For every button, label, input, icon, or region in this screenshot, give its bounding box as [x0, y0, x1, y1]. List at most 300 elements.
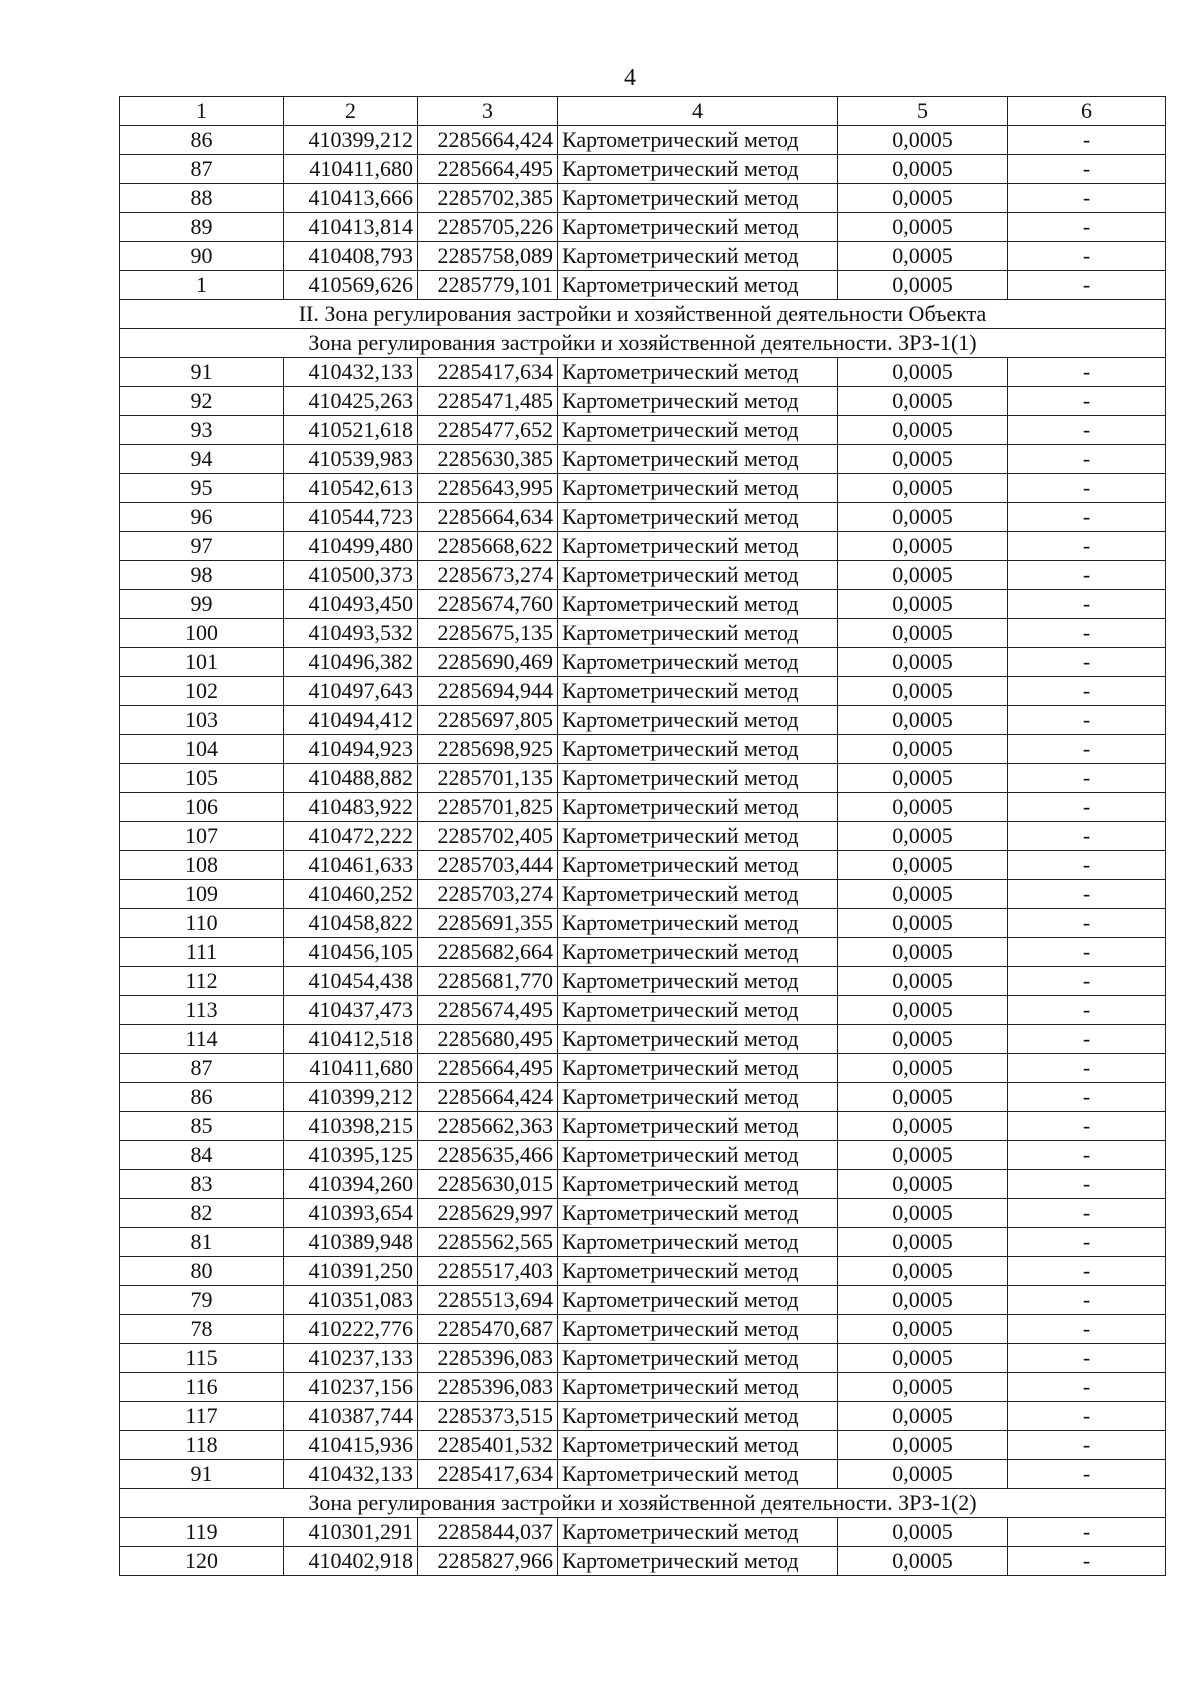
table-row [120, 1228, 1166, 1257]
coord-y-cell: 2285662,363 [418, 1112, 558, 1141]
method-cell: Картометрический метод [558, 184, 838, 213]
header-col-5: 5 [838, 97, 1008, 126]
point-number-cell: 82 [120, 1199, 284, 1228]
table-row [120, 1315, 1166, 1344]
method-cell: Картометрический метод [558, 213, 838, 242]
method-cell: Картометрический метод [558, 706, 838, 735]
precision-cell: 0,0005 [838, 474, 1008, 503]
method-cell: Картометрический метод [558, 1344, 838, 1373]
point-number-cell: 104 [120, 735, 284, 764]
coord-x-cell: 410387,744 [284, 1402, 418, 1431]
table-row [120, 706, 1166, 735]
point-number-cell: 115 [120, 1344, 284, 1373]
table-row [120, 648, 1166, 677]
coord-y-cell: 2285682,664 [418, 938, 558, 967]
method-cell: Картометрический метод [558, 1025, 838, 1054]
point-number-cell: 1 [120, 271, 284, 300]
note-cell: - [1008, 387, 1166, 416]
coord-y-cell: 2285664,495 [418, 155, 558, 184]
table-row [120, 851, 1166, 880]
coord-x-cell: 410413,814 [284, 213, 418, 242]
header-col-6: 6 [1008, 97, 1166, 126]
coord-x-cell: 410496,382 [284, 648, 418, 677]
table-row [120, 1054, 1166, 1083]
point-number-cell: 116 [120, 1373, 284, 1402]
table-row [120, 1025, 1166, 1054]
coord-x-cell: 410432,133 [284, 358, 418, 387]
coord-x-cell: 410412,518 [284, 1025, 418, 1054]
table-row [120, 1286, 1166, 1315]
table-row [120, 764, 1166, 793]
point-number-cell: 87 [120, 1054, 284, 1083]
precision-cell: 0,0005 [838, 271, 1008, 300]
table-row [120, 532, 1166, 561]
coord-y-cell: 2285470,687 [418, 1315, 558, 1344]
method-cell: Картометрический метод [558, 735, 838, 764]
precision-cell: 0,0005 [838, 1286, 1008, 1315]
coord-x-cell: 410395,125 [284, 1141, 418, 1170]
point-number-cell: 98 [120, 561, 284, 590]
method-cell: Картометрический метод [558, 242, 838, 271]
coord-x-cell: 410494,923 [284, 735, 418, 764]
table-row [120, 735, 1166, 764]
section-header-row [120, 1489, 1166, 1518]
precision-cell: 0,0005 [838, 445, 1008, 474]
table-row [120, 1257, 1166, 1286]
point-number-cell: 90 [120, 242, 284, 271]
point-number-cell: 95 [120, 474, 284, 503]
coord-x-cell: 410425,263 [284, 387, 418, 416]
method-cell: Картометрический метод [558, 1199, 838, 1228]
coordinates-table [119, 96, 1166, 1576]
coord-x-cell: 410437,473 [284, 996, 418, 1025]
method-cell: Картометрический метод [558, 1170, 838, 1199]
coord-x-cell: 410301,291 [284, 1518, 418, 1547]
note-cell: - [1008, 851, 1166, 880]
point-number-cell: 108 [120, 851, 284, 880]
precision-cell: 0,0005 [838, 155, 1008, 184]
table-row [120, 677, 1166, 706]
note-cell: - [1008, 619, 1166, 648]
coord-y-cell: 2285635,466 [418, 1141, 558, 1170]
note-cell: - [1008, 1170, 1166, 1199]
precision-cell: 0,0005 [838, 1315, 1008, 1344]
coord-y-cell: 2285513,694 [418, 1286, 558, 1315]
note-cell: - [1008, 764, 1166, 793]
method-cell: Картометрический метод [558, 1547, 838, 1576]
precision-cell: 0,0005 [838, 1373, 1008, 1402]
point-number-cell: 110 [120, 909, 284, 938]
coord-x-cell: 410460,252 [284, 880, 418, 909]
point-number-cell: 107 [120, 822, 284, 851]
precision-cell: 0,0005 [838, 677, 1008, 706]
method-cell: Картометрический метод [558, 1315, 838, 1344]
note-cell: - [1008, 416, 1166, 445]
point-number-cell: 80 [120, 1257, 284, 1286]
coord-x-cell: 410493,532 [284, 619, 418, 648]
note-cell: - [1008, 822, 1166, 851]
table-row [120, 938, 1166, 967]
table-row [120, 1547, 1166, 1576]
coord-x-cell: 410222,776 [284, 1315, 418, 1344]
precision-cell: 0,0005 [838, 764, 1008, 793]
point-number-cell: 83 [120, 1170, 284, 1199]
note-cell: - [1008, 880, 1166, 909]
precision-cell: 0,0005 [838, 619, 1008, 648]
note-cell: - [1008, 938, 1166, 967]
precision-cell: 0,0005 [838, 1054, 1008, 1083]
note-cell: - [1008, 1315, 1166, 1344]
point-number-cell: 106 [120, 793, 284, 822]
method-cell: Картометрический метод [558, 648, 838, 677]
note-cell: - [1008, 271, 1166, 300]
coord-x-cell: 410408,793 [284, 242, 418, 271]
coord-y-cell: 2285758,089 [418, 242, 558, 271]
note-cell: - [1008, 967, 1166, 996]
coord-y-cell: 2285701,135 [418, 764, 558, 793]
coord-x-cell: 410497,643 [284, 677, 418, 706]
method-cell: Картометрический метод [558, 764, 838, 793]
point-number-cell: 81 [120, 1228, 284, 1257]
method-cell: Картометрический метод [558, 1286, 838, 1315]
method-cell: Картометрический метод [558, 1373, 838, 1402]
precision-cell: 0,0005 [838, 1547, 1008, 1576]
coord-x-cell: 410493,450 [284, 590, 418, 619]
precision-cell: 0,0005 [838, 532, 1008, 561]
method-cell: Картометрический метод [558, 445, 838, 474]
coord-y-cell: 2285690,469 [418, 648, 558, 677]
precision-cell: 0,0005 [838, 1518, 1008, 1547]
table-row [120, 271, 1166, 300]
method-cell: Картометрический метод [558, 1083, 838, 1112]
precision-cell: 0,0005 [838, 1112, 1008, 1141]
coord-y-cell: 2285675,135 [418, 619, 558, 648]
method-cell: Картометрический метод [558, 1518, 838, 1547]
table-row [120, 1112, 1166, 1141]
table-row [120, 1431, 1166, 1460]
note-cell: - [1008, 1547, 1166, 1576]
point-number-cell: 117 [120, 1402, 284, 1431]
precision-cell: 0,0005 [838, 126, 1008, 155]
note-cell: - [1008, 648, 1166, 677]
coord-y-cell: 2285471,485 [418, 387, 558, 416]
coord-y-cell: 2285396,083 [418, 1344, 558, 1373]
coord-x-cell: 410542,613 [284, 474, 418, 503]
method-cell: Картометрический метод [558, 387, 838, 416]
method-cell: Картометрический метод [558, 1257, 838, 1286]
coord-y-cell: 2285562,565 [418, 1228, 558, 1257]
coord-y-cell: 2285664,634 [418, 503, 558, 532]
point-number-cell: 92 [120, 387, 284, 416]
precision-cell: 0,0005 [838, 1257, 1008, 1286]
method-cell: Картометрический метод [558, 822, 838, 851]
note-cell: - [1008, 1199, 1166, 1228]
coord-y-cell: 2285629,997 [418, 1199, 558, 1228]
table-row [120, 561, 1166, 590]
coord-y-cell: 2285401,532 [418, 1431, 558, 1460]
precision-cell: 0,0005 [838, 880, 1008, 909]
note-cell: - [1008, 996, 1166, 1025]
table-row [120, 1199, 1166, 1228]
precision-cell: 0,0005 [838, 706, 1008, 735]
note-cell: - [1008, 1402, 1166, 1431]
coord-y-cell: 2285779,101 [418, 271, 558, 300]
precision-cell: 0,0005 [838, 822, 1008, 851]
note-cell: - [1008, 1286, 1166, 1315]
precision-cell: 0,0005 [838, 416, 1008, 445]
page-number: 4 [624, 65, 636, 91]
coord-x-cell: 410544,723 [284, 503, 418, 532]
precision-cell: 0,0005 [838, 648, 1008, 677]
coord-y-cell: 2285680,495 [418, 1025, 558, 1054]
method-cell: Картометрический метод [558, 561, 838, 590]
coord-x-cell: 410499,480 [284, 532, 418, 561]
note-cell: - [1008, 1431, 1166, 1460]
point-number-cell: 79 [120, 1286, 284, 1315]
point-number-cell: 119 [120, 1518, 284, 1547]
coord-x-cell: 410237,133 [284, 1344, 418, 1373]
note-cell: - [1008, 590, 1166, 619]
point-number-cell: 89 [120, 213, 284, 242]
note-cell: - [1008, 242, 1166, 271]
method-cell: Картометрический метод [558, 1141, 838, 1170]
point-number-cell: 118 [120, 1431, 284, 1460]
point-number-cell: 84 [120, 1141, 284, 1170]
table-row [120, 822, 1166, 851]
coord-y-cell: 2285668,622 [418, 532, 558, 561]
coord-x-cell: 410402,918 [284, 1547, 418, 1576]
note-cell: - [1008, 1112, 1166, 1141]
coord-x-cell: 410521,618 [284, 416, 418, 445]
note-cell: - [1008, 561, 1166, 590]
precision-cell: 0,0005 [838, 184, 1008, 213]
method-cell: Картометрический метод [558, 1431, 838, 1460]
method-cell: Картометрический метод [558, 416, 838, 445]
note-cell: - [1008, 1460, 1166, 1489]
note-cell: - [1008, 909, 1166, 938]
coord-x-cell: 410393,654 [284, 1199, 418, 1228]
table-row [120, 1518, 1166, 1547]
point-number-cell: 91 [120, 358, 284, 387]
note-cell: - [1008, 1025, 1166, 1054]
method-cell: Картометрический метод [558, 1460, 838, 1489]
point-number-cell: 96 [120, 503, 284, 532]
table-row [120, 126, 1166, 155]
section-title: II. Зона регулирования застройки и хозяйственной деятельности Объекта [120, 300, 1166, 329]
table-body [120, 126, 1166, 1576]
note-cell: - [1008, 358, 1166, 387]
method-cell: Картометрический метод [558, 851, 838, 880]
method-cell: Картометрический метод [558, 1228, 838, 1257]
method-cell: Картометрический метод [558, 1402, 838, 1431]
note-cell: - [1008, 1228, 1166, 1257]
coord-x-cell: 410398,215 [284, 1112, 418, 1141]
table-row [120, 1170, 1166, 1199]
precision-cell: 0,0005 [838, 242, 1008, 271]
table-row [120, 155, 1166, 184]
precision-cell: 0,0005 [838, 387, 1008, 416]
coord-x-cell: 410351,083 [284, 1286, 418, 1315]
method-cell: Картометрический метод [558, 474, 838, 503]
precision-cell: 0,0005 [838, 793, 1008, 822]
coord-x-cell: 410569,626 [284, 271, 418, 300]
coord-y-cell: 2285630,385 [418, 445, 558, 474]
coord-y-cell: 2285701,825 [418, 793, 558, 822]
coord-x-cell: 410483,922 [284, 793, 418, 822]
note-cell: - [1008, 1083, 1166, 1112]
method-cell: Картометрический метод [558, 793, 838, 822]
coord-y-cell: 2285703,444 [418, 851, 558, 880]
table-row [120, 358, 1166, 387]
method-cell: Картометрический метод [558, 155, 838, 184]
coord-y-cell: 2285697,805 [418, 706, 558, 735]
method-cell: Картометрический метод [558, 677, 838, 706]
method-cell: Картометрический метод [558, 1112, 838, 1141]
point-number-cell: 86 [120, 126, 284, 155]
table-row [120, 184, 1166, 213]
point-number-cell: 85 [120, 1112, 284, 1141]
method-cell: Картометрический метод [558, 938, 838, 967]
note-cell: - [1008, 1141, 1166, 1170]
section-header-row [120, 329, 1166, 358]
coord-x-cell: 410432,133 [284, 1460, 418, 1489]
precision-cell: 0,0005 [838, 590, 1008, 619]
point-number-cell: 111 [120, 938, 284, 967]
coord-y-cell: 2285630,015 [418, 1170, 558, 1199]
coord-y-cell: 2285664,424 [418, 1083, 558, 1112]
coord-y-cell: 2285674,760 [418, 590, 558, 619]
precision-cell: 0,0005 [838, 213, 1008, 242]
precision-cell: 0,0005 [838, 1083, 1008, 1112]
precision-cell: 0,0005 [838, 1460, 1008, 1489]
table-row [120, 242, 1166, 271]
table-row [120, 416, 1166, 445]
coord-x-cell: 410411,680 [284, 1054, 418, 1083]
section-title: Зона регулирования застройки и хозяйственной деятельности. ЗРЗ-1(1) [120, 329, 1166, 358]
point-number-cell: 99 [120, 590, 284, 619]
note-cell: - [1008, 706, 1166, 735]
note-cell: - [1008, 735, 1166, 764]
coord-x-cell: 410389,948 [284, 1228, 418, 1257]
coord-y-cell: 2285694,944 [418, 677, 558, 706]
coord-y-cell: 2285702,405 [418, 822, 558, 851]
point-number-cell: 114 [120, 1025, 284, 1054]
note-cell: - [1008, 1518, 1166, 1547]
coord-y-cell: 2285517,403 [418, 1257, 558, 1286]
coord-x-cell: 410391,250 [284, 1257, 418, 1286]
note-cell: - [1008, 184, 1166, 213]
coord-y-cell: 2285702,385 [418, 184, 558, 213]
coord-y-cell: 2285703,274 [418, 880, 558, 909]
coord-x-cell: 410399,212 [284, 1083, 418, 1112]
method-cell: Картометрический метод [558, 996, 838, 1025]
coord-x-cell: 410411,680 [284, 155, 418, 184]
coord-y-cell: 2285827,966 [418, 1547, 558, 1576]
coord-y-cell: 2285477,652 [418, 416, 558, 445]
coord-x-cell: 410458,822 [284, 909, 418, 938]
table-header-row [120, 97, 1166, 126]
coord-x-cell: 410456,105 [284, 938, 418, 967]
point-number-cell: 86 [120, 1083, 284, 1112]
coord-x-cell: 410399,212 [284, 126, 418, 155]
point-number-cell: 97 [120, 532, 284, 561]
precision-cell: 0,0005 [838, 1170, 1008, 1199]
method-cell: Картометрический метод [558, 880, 838, 909]
method-cell: Картометрический метод [558, 619, 838, 648]
header-col-2: 2 [284, 97, 418, 126]
section-title: Зона регулирования застройки и хозяйственной деятельности. ЗРЗ-1(2) [120, 1489, 1166, 1518]
point-number-cell: 94 [120, 445, 284, 474]
method-cell: Картометрический метод [558, 503, 838, 532]
coord-y-cell: 2285691,355 [418, 909, 558, 938]
coord-x-cell: 410394,260 [284, 1170, 418, 1199]
precision-cell: 0,0005 [838, 938, 1008, 967]
coord-y-cell: 2285673,274 [418, 561, 558, 590]
table-row [120, 967, 1166, 996]
precision-cell: 0,0005 [838, 851, 1008, 880]
point-number-cell: 88 [120, 184, 284, 213]
precision-cell: 0,0005 [838, 1431, 1008, 1460]
table-row [120, 1460, 1166, 1489]
table-row [120, 996, 1166, 1025]
note-cell: - [1008, 503, 1166, 532]
precision-cell: 0,0005 [838, 358, 1008, 387]
table-row [120, 1344, 1166, 1373]
precision-cell: 0,0005 [838, 996, 1008, 1025]
coord-y-cell: 2285844,037 [418, 1518, 558, 1547]
method-cell: Картометрический метод [558, 271, 838, 300]
table-row [120, 1083, 1166, 1112]
coord-y-cell: 2285417,634 [418, 358, 558, 387]
table-row [120, 1373, 1166, 1402]
note-cell: - [1008, 677, 1166, 706]
note-cell: - [1008, 155, 1166, 184]
method-cell: Картометрический метод [558, 532, 838, 561]
precision-cell: 0,0005 [838, 1344, 1008, 1373]
coord-y-cell: 2285643,995 [418, 474, 558, 503]
coord-x-cell: 410237,156 [284, 1373, 418, 1402]
coord-y-cell: 2285681,770 [418, 967, 558, 996]
note-cell: - [1008, 1373, 1166, 1402]
precision-cell: 0,0005 [838, 1402, 1008, 1431]
table-row [120, 445, 1166, 474]
point-number-cell: 109 [120, 880, 284, 909]
point-number-cell: 78 [120, 1315, 284, 1344]
coord-x-cell: 410488,882 [284, 764, 418, 793]
point-number-cell: 103 [120, 706, 284, 735]
point-number-cell: 120 [120, 1547, 284, 1576]
point-number-cell: 100 [120, 619, 284, 648]
coord-y-cell: 2285396,083 [418, 1373, 558, 1402]
point-number-cell: 113 [120, 996, 284, 1025]
table-row [120, 590, 1166, 619]
coord-y-cell: 2285417,634 [418, 1460, 558, 1489]
point-number-cell: 112 [120, 967, 284, 996]
precision-cell: 0,0005 [838, 1228, 1008, 1257]
coord-y-cell: 2285674,495 [418, 996, 558, 1025]
coord-y-cell: 2285664,424 [418, 126, 558, 155]
note-cell: - [1008, 1054, 1166, 1083]
coord-x-cell: 410500,373 [284, 561, 418, 590]
header-col-1: 1 [120, 97, 284, 126]
point-number-cell: 91 [120, 1460, 284, 1489]
section-header-row [120, 300, 1166, 329]
table-row [120, 909, 1166, 938]
coord-x-cell: 410494,412 [284, 706, 418, 735]
precision-cell: 0,0005 [838, 735, 1008, 764]
note-cell: - [1008, 126, 1166, 155]
table-row [120, 1141, 1166, 1170]
